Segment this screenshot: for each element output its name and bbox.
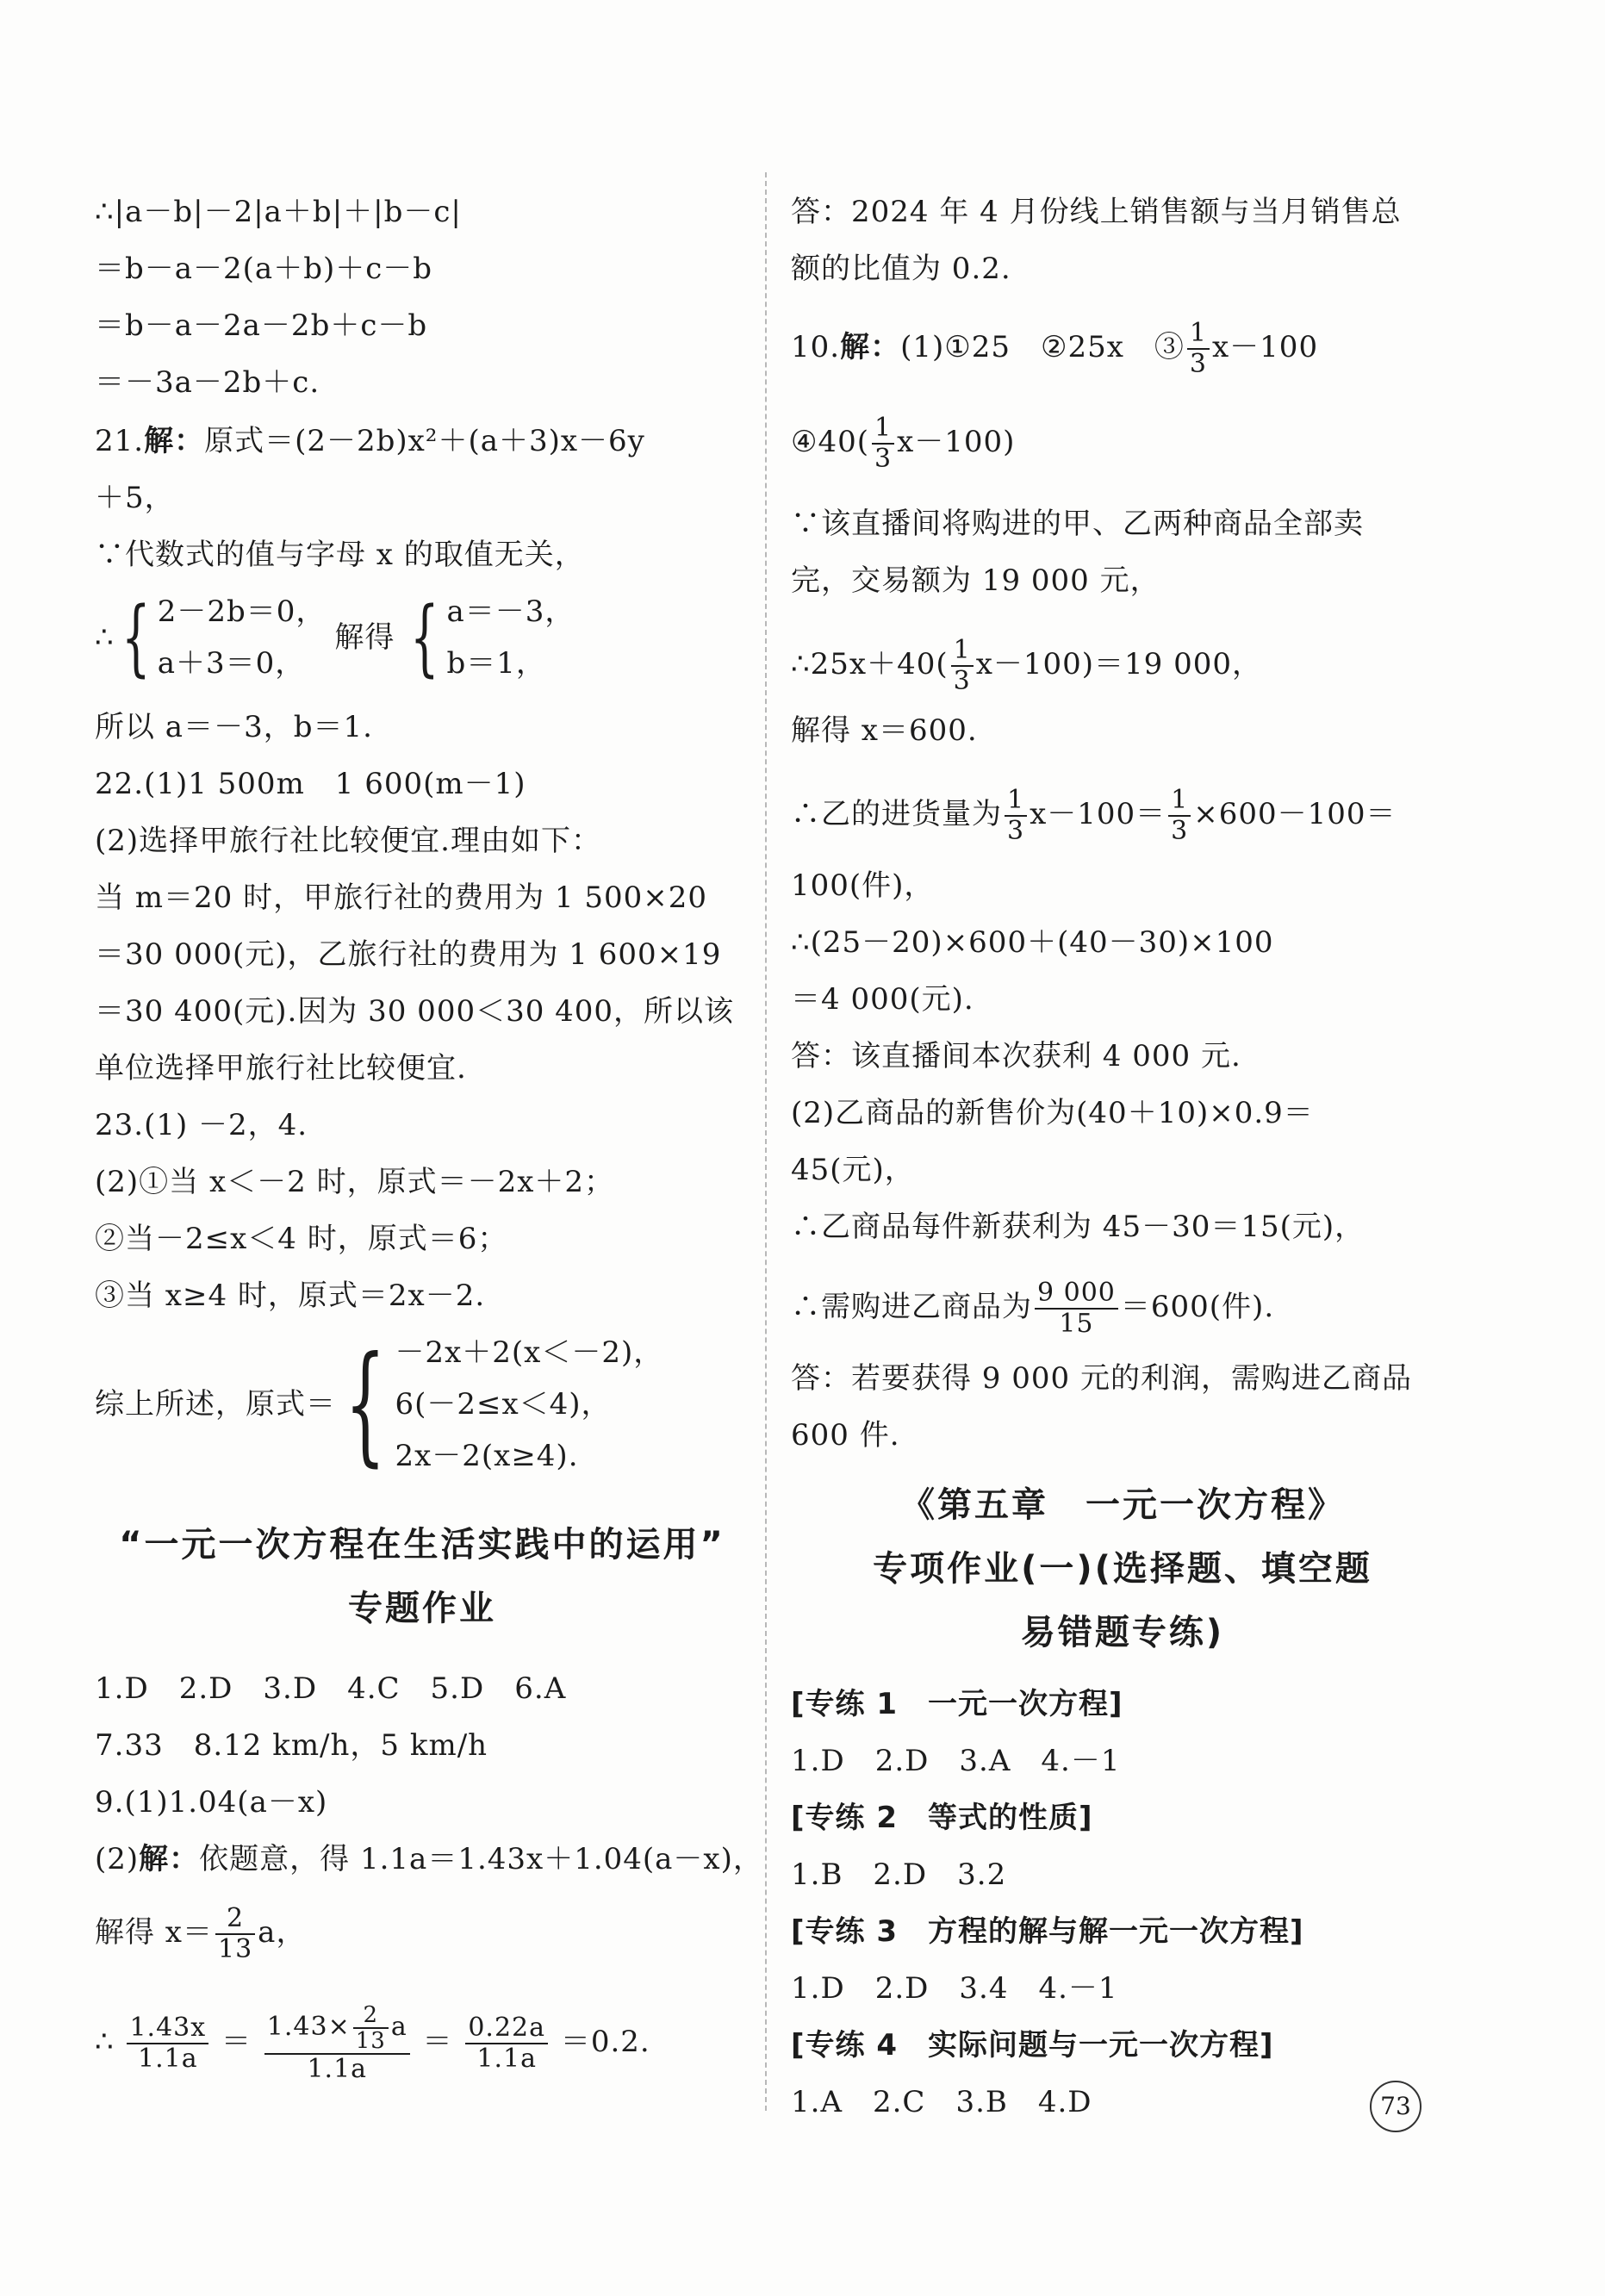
- fraction: [264, 2003, 410, 2084]
- case-line: 6(－2≤x＜4)，: [395, 1387, 612, 1422]
- denominator: 1.1a: [476, 2044, 537, 2074]
- text-line: 22.(1)1 500m 1 600(m－1): [95, 767, 526, 801]
- text-line: 答：若要获得 9 000 元的利润，需购进乙商品: [791, 1361, 1412, 1396]
- practice-tag: [专练 3 方程的解与解一元一次方程]: [791, 1914, 1304, 1949]
- numerator: 1: [951, 636, 974, 667]
- case-line: －2x＋2(x＜－2)，: [395, 1335, 664, 1370]
- text-line: [791, 786, 1397, 846]
- text-line: 1.D 2.D 3.A 4.－1: [791, 1744, 1121, 1778]
- fraction: [1035, 1279, 1118, 1339]
- text-line: 答：该直播间本次获利 4 000 元.: [791, 1039, 1241, 1073]
- text-line: [791, 414, 1015, 474]
- text-line: 1.D 2.D 3.4 4.－1: [791, 1971, 1118, 2006]
- piecewise-row: [95, 1327, 663, 1482]
- solution-mark: 解：: [144, 424, 205, 458]
- case-line: 2－2b＝0，: [157, 594, 327, 629]
- left-brace-icon: {: [410, 589, 440, 686]
- fraction: [353, 2003, 389, 2053]
- text-line: ∵代数式的值与字母 x 的取值无关，: [95, 538, 585, 572]
- fraction: [215, 1904, 255, 1964]
- text-line: ∴乙商品每件新获利为 45－30＝15(元)，: [791, 1210, 1365, 1244]
- case-line: b＝1，: [446, 646, 546, 681]
- therefore-symbol: ∴: [95, 2025, 115, 2059]
- text-line: ＝30 000(元)，乙旅行社的费用为 1 600×19: [95, 937, 722, 972]
- numerator: 9 000: [1035, 1279, 1118, 1310]
- text-span: ∴需购进乙商品为: [791, 1290, 1032, 1324]
- section-title: “一元一次方程在生活实践中的运用”: [119, 1525, 725, 1565]
- practice-tag: [专练 2 等式的性质]: [791, 1801, 1093, 1835]
- text-line: 9.(1)1.04(a－x): [95, 1785, 328, 1820]
- text-line: 额的比值为 0.2.: [791, 252, 1011, 286]
- solution-line: [95, 1904, 306, 1964]
- text-line: ②当－2≤x＜4 时，原式＝6；: [95, 1222, 508, 1256]
- numerator: [264, 2003, 410, 2055]
- left-brace-icon: {: [345, 1329, 387, 1479]
- case-line: 2x－2(x≥4).: [395, 1439, 579, 1473]
- numerator: 1.43x: [127, 2013, 208, 2044]
- text-line: 1.A 2.C 3.B 4.D: [791, 2085, 1092, 2119]
- text-line: ＝30 400(元).因为 30 000＜30 400，所以该: [95, 994, 735, 1029]
- text-span: 解得 x＝: [95, 1915, 213, 1950]
- fraction: [1187, 319, 1210, 379]
- text-line: ∴(25－20)×600＋(40－30)×100: [791, 925, 1274, 960]
- text-span: ×600－100＝: [1193, 797, 1397, 831]
- text-line: ∵该直播间将购进的甲、乙两种商品全部卖: [791, 507, 1364, 541]
- text-line: [791, 1279, 1274, 1339]
- therefore-symbol: ∴: [95, 620, 115, 655]
- text-span: (2): [95, 1842, 140, 1876]
- section-subtitle: 专题作业: [348, 1589, 496, 1628]
- text-span: 综上所述，原式＝: [95, 1387, 336, 1422]
- text-span: 原式＝(2－2b)x²＋(a＋3)x－6y: [204, 424, 645, 458]
- denominator: 3: [953, 666, 971, 696]
- text-line: ∴|a－b|－2|a＋b|＋|b－c|: [95, 195, 462, 229]
- question-number: 21.: [95, 424, 145, 458]
- solution-mark: 解：: [139, 1842, 200, 1876]
- q10-line: [791, 319, 1318, 379]
- fraction: [1005, 786, 1027, 846]
- solution-line: [95, 1840, 763, 1878]
- fraction: [127, 2013, 208, 2074]
- equals-sign: ＝: [422, 2025, 453, 2059]
- text-span: ＝600(件).: [1120, 1290, 1275, 1324]
- text-line: 答：2024 年 4 月份线上销售额与当月销售总: [791, 195, 1402, 229]
- denominator: 3: [1171, 816, 1189, 846]
- text-span: x－100＝: [1030, 797, 1166, 831]
- text-line: 600 件.: [791, 1418, 900, 1453]
- cases: [395, 1327, 663, 1482]
- fraction: [951, 636, 974, 696]
- left-brace-icon: {: [121, 589, 151, 686]
- equation-system: [95, 586, 575, 689]
- text-line: ＝－3a－2b＋c.: [95, 365, 320, 400]
- text-line: (2)选择甲旅行社比较便宜.理由如下：: [95, 824, 601, 858]
- case-line: a＋3＝0，: [157, 646, 306, 681]
- chapter-subtitle: 易错题专练): [1020, 1613, 1225, 1652]
- q21-line: [95, 422, 645, 460]
- cases: [158, 586, 327, 689]
- numerator: 1: [1005, 786, 1027, 817]
- text-span: ＝0.2.: [560, 2025, 650, 2059]
- text-line: 完，交易额为 19 000 元，: [791, 563, 1160, 598]
- text-line: 单位选择甲旅行社比较便宜.: [95, 1051, 467, 1086]
- text-line: ＝b－a－2(a＋b)＋c－b: [95, 252, 433, 286]
- piecewise-result: [95, 1327, 663, 1482]
- page-number: 73: [1370, 2081, 1421, 2132]
- case-line: a＝－3，: [446, 594, 575, 629]
- text-line: ＋5，: [95, 481, 175, 515]
- solution-mark: 解：: [840, 330, 901, 364]
- denominator: 1.1a: [307, 2054, 368, 2084]
- numerator: 1: [1187, 319, 1210, 350]
- text-line: ＝4 000(元).: [791, 982, 974, 1017]
- text-line: 解得 x＝600.: [791, 713, 978, 748]
- ratio-equation: [95, 1990, 650, 2094]
- numerator: 2: [215, 1904, 255, 1935]
- text-line: 1.D 2.D 3.D 4.C 5.D 6.A: [95, 1671, 567, 1706]
- equals-sign: ＝: [221, 2025, 252, 2059]
- text-line: 23.(1) －2，4.: [95, 1108, 308, 1142]
- denominator: 15: [1059, 1309, 1094, 1339]
- denominator: 13: [355, 2028, 386, 2054]
- text-span: (1)①25 ②25x ③: [900, 330, 1185, 364]
- text-span: a，: [258, 1915, 307, 1950]
- column-divider: [765, 172, 767, 2111]
- text-line: (2)乙商品的新售价为(40＋10)×0.9＝: [791, 1096, 1314, 1130]
- text-span: 依题意，得 1.1a＝1.43x＋1.04(a－x)，: [199, 1842, 763, 1876]
- numerator: 1: [872, 414, 894, 445]
- numerator: 1: [1168, 786, 1191, 817]
- text-line: 1.B 2.D 3.2: [791, 1857, 1007, 1892]
- text-span: x－100: [1212, 330, 1319, 364]
- numerator: 0.22a: [465, 2013, 548, 2044]
- denominator: 3: [1007, 816, 1025, 846]
- question-number: 10.: [791, 330, 841, 364]
- text-span: x－100): [897, 425, 1016, 459]
- text-span: x－100)＝19 000，: [975, 647, 1263, 681]
- numerator: 2: [353, 2003, 389, 2029]
- text-line: 100(件)，: [791, 868, 935, 903]
- chapter-title: 《第五章 一元一次方程》: [900, 1485, 1345, 1525]
- text-span: ∴乙的进货量为: [791, 797, 1002, 831]
- text-line: 7.33 8.12 km/h，5 km/h: [95, 1728, 488, 1763]
- text-line: ＝b－a－2a－2b＋c－b: [95, 308, 428, 343]
- practice-tag: [专练 1 一元一次方程]: [791, 1687, 1123, 1721]
- text-span: 1.43×: [266, 2012, 351, 2042]
- text-span: a: [390, 2012, 407, 2042]
- text-line: ③当 x≥4 时，原式＝2x－2.: [95, 1279, 486, 1313]
- denominator: 3: [1189, 349, 1207, 379]
- cases: [446, 586, 575, 689]
- text-span: ④40(: [791, 425, 870, 459]
- denominator: 13: [217, 1934, 253, 1964]
- denominator: 3: [874, 444, 893, 474]
- fraction: [872, 414, 894, 474]
- text-line: 45(元)，: [791, 1153, 915, 1187]
- text-line: 所以 a＝－3，b＝1.: [95, 710, 373, 744]
- system-row: [95, 586, 575, 689]
- text-line: (2)①当 x＜－2 时，原式＝－2x＋2；: [95, 1165, 615, 1199]
- chapter-subtitle: 专项作业(一)(选择题、填空题: [873, 1549, 1372, 1589]
- text-span: ∴25x＋40(: [791, 647, 949, 681]
- practice-tag: [专练 4 实际问题与一元一次方程]: [791, 2028, 1274, 2063]
- text-line: [791, 636, 1262, 696]
- fraction: [465, 2013, 548, 2074]
- text-line: 当 m＝20 时，甲旅行社的费用为 1 500×20: [95, 880, 708, 915]
- fraction: [1168, 786, 1191, 846]
- text-span: 解得: [334, 620, 395, 655]
- denominator: 1.1a: [138, 2044, 198, 2074]
